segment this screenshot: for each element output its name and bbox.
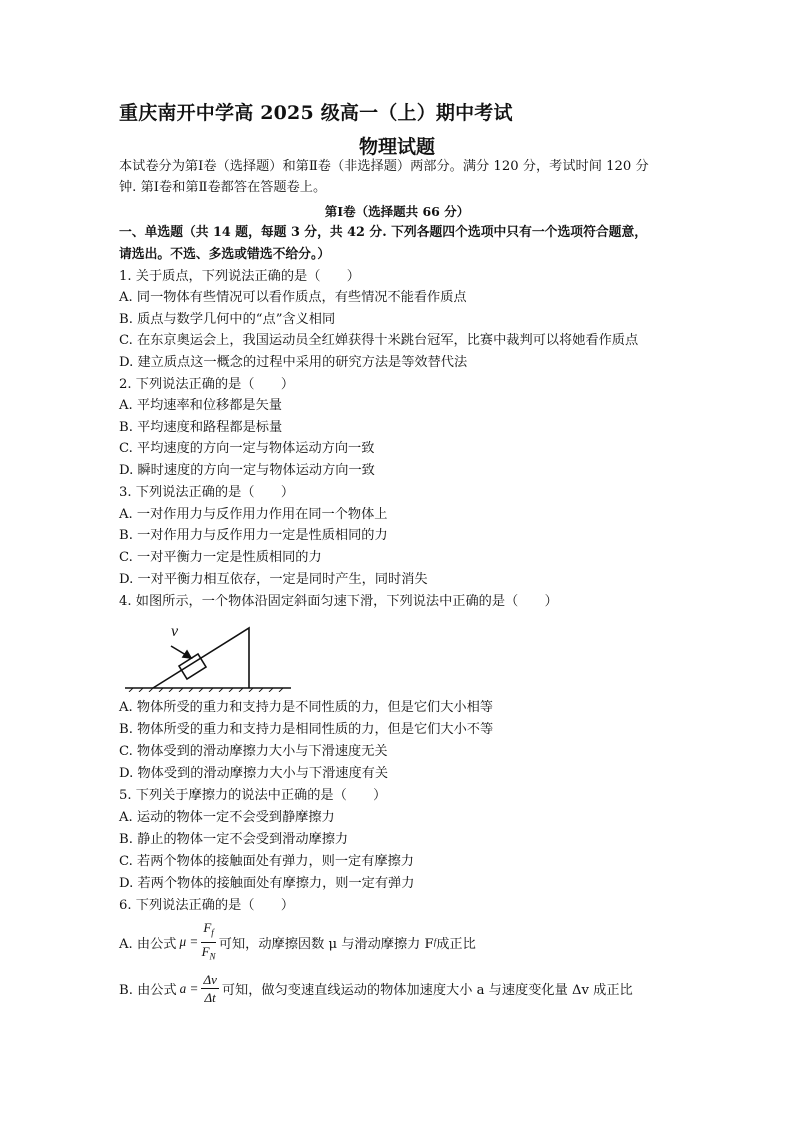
question-3-option-a: A. 一对作用力与反作用力作用在同一个物体上 (119, 507, 388, 522)
option-a-prefix: A. 由公式 (119, 936, 177, 952)
incline-figure (119, 620, 299, 692)
question-2-option-d: D. 瞬时速度的方向一定与物体运动方向一致 (119, 463, 375, 478)
friction-coefficient-fraction: $\frac{F_f}{F_N}$ (201, 920, 216, 962)
question-6-option-a: A. 由公式 μ = $\frac{F_f}{F_N}$ 可知，动摩擦因数 μ 与滑动摩擦力 F f 成正比 (119, 920, 476, 964)
question-3-stem: 3. 下列说法正确的是（ ） (119, 485, 295, 500)
option-b-lhs: a = (179, 980, 199, 996)
velocity-label: v (171, 623, 179, 640)
question-4-option-b: B. 物体所受的重力和支持力是相同性质的力，但是它们大小不等 (119, 722, 494, 737)
question-5-option-c: C. 若两个物体的接触面处有弹力，则一定有摩擦力 (119, 854, 414, 869)
question-4-option-a: A. 物体所受的重力和支持力是不同性质的力，但是它们大小相等 (119, 700, 493, 715)
question-4-option-d: D. 物体受到的滑动摩擦力大小与下滑速度有关 (119, 766, 389, 781)
question-5-option-d: D. 若两个物体的接触面处有摩擦力，则一定有弹力 (119, 876, 415, 891)
question-6-option-b (119, 972, 633, 1005)
part-instruction-1: 一、单选题（共 14 题，每题 3 分，共 42 分. 下列各题四个选项中只有一个选项符合题意， (119, 225, 648, 240)
question-2-option-b: B. 平均速度和路程都是标量 (119, 420, 283, 435)
question-3-option-b: B. 一对作用力与反作用力一定是性质相同的力 (119, 528, 388, 543)
question-2-option-a: A. 平均速率和位移都是矢量 (119, 398, 282, 413)
option-a-suffix: 可知，动摩擦因数 μ 与滑动摩擦力 F (218, 936, 434, 952)
acceleration-fraction: $\frac{\Delta v}{\Delta t}$ (203, 972, 217, 1005)
question-1-option-c: C. 在东京奥运会上，我国运动员全红婵获得十米跳台冠军，比赛中裁判可以将她看作质点 (119, 333, 639, 348)
exam-title: 重庆南开中学高 2025 级高一（上）期中考试 (119, 102, 513, 124)
question-4-option-c: C. 物体受到的滑动摩擦力大小与下滑速度无关 (119, 744, 388, 759)
question-6-stem: 6. 下列说法正确的是（ ） (119, 898, 295, 913)
question-2-option-c: C. 平均速度的方向一定与物体运动方向一致 (119, 441, 375, 456)
velocity-arrowhead (183, 651, 191, 658)
question-1-option-b: B. 质点与数学几何中的“点”含义相同 (119, 312, 336, 327)
question-1-option-d: D. 建立质点这一概念的过程中采用的研究方法是等效替代法 (119, 355, 468, 370)
question-3-option-d: D. 一对平衡力相互依存，一定是同时产生，同时消失 (119, 572, 428, 587)
intro-line-1: 本试卷分为第Ⅰ卷（选择题）和第Ⅱ卷（非选择题）两部分。满分 120 分，考试时间 120 分 (119, 159, 649, 174)
question-5-stem: 5. 下列关于摩擦力的说法中正确的是（ ） (119, 788, 387, 803)
option-a-lhs: μ = (179, 934, 199, 950)
part-instruction-2: 请选出。不选、多选或错选不给分。） (119, 247, 331, 262)
option-b-prefix: B. 由公式 (119, 983, 177, 998)
section-title: 第Ⅰ卷（选择题共 66 分） (324, 204, 470, 219)
question-5-option-b: B. 静止的物体一定不会受到滑动摩擦力 (119, 832, 349, 847)
question-1-stem: 1. 关于质点，下列说法正确的是（ ） (119, 269, 360, 284)
question-2-stem: 2. 下列说法正确的是（ ） (119, 377, 295, 392)
intro-line-2: 钟. 第Ⅰ卷和第Ⅱ卷都答在答题卷上。 (119, 180, 327, 195)
exam-subtitle: 物理试题 (358, 136, 435, 158)
question-5-option-a: A. 运动的物体一定不会受到静摩擦力 (119, 810, 335, 825)
question-3-option-c: C. 一对平衡力一定是性质相同的力 (119, 550, 322, 565)
option-b-suffix: 可知，做匀变速直线运动的物体加速度大小 a 与速度变化量 Δv 成正比 (221, 983, 633, 998)
question-4-stem: 4. 如图所示，一个物体沿固定斜面匀速下滑，下列说法中正确的是（ ） (119, 594, 558, 609)
question-1-option-a: A. 同一物体有些情况可以看作质点，有些情况不能看作质点 (119, 290, 467, 305)
